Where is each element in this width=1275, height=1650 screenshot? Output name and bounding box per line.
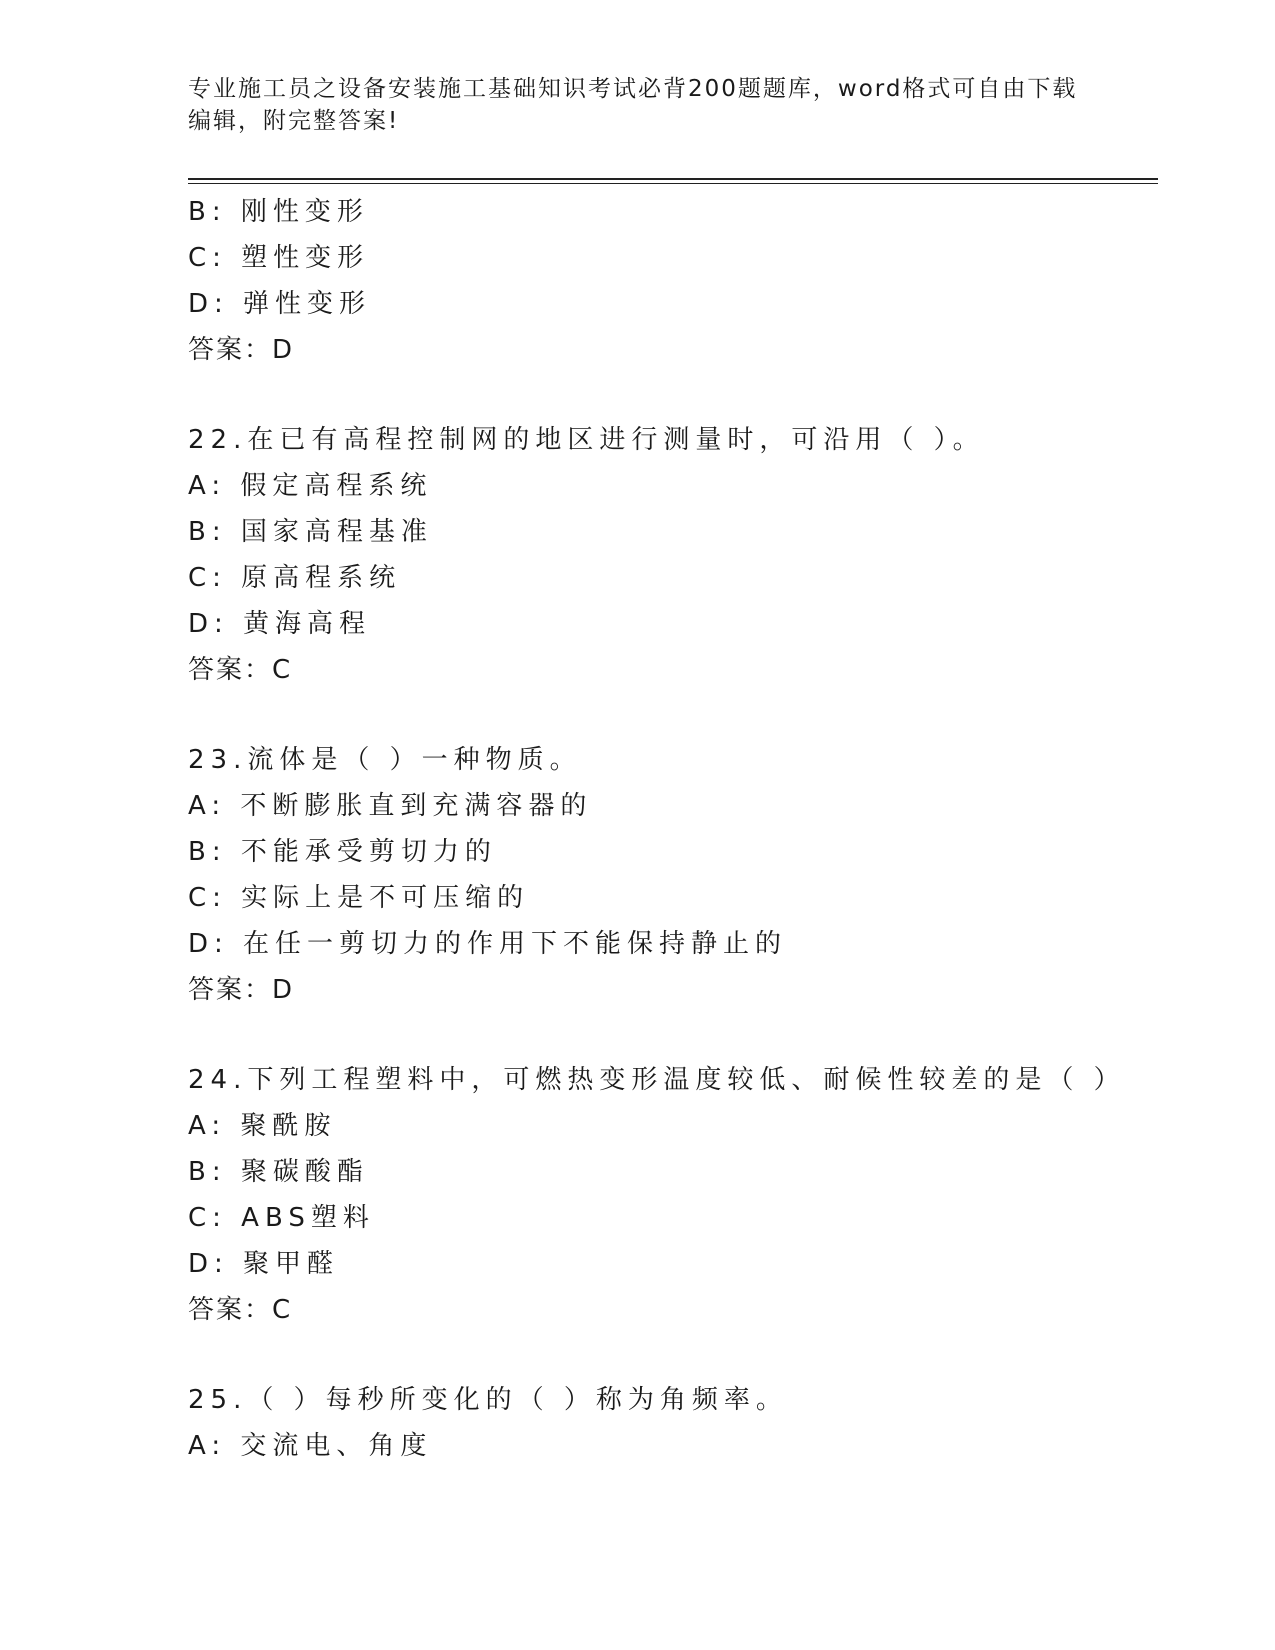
question-text: 22.在已有高程控制网的地区进行测量时，可沿用（ ）。 bbox=[188, 425, 985, 455]
header-title-line-1: 专业施工员之设备安装施工基础知识考试必背200题题库，word格式可自由下载 bbox=[188, 76, 1078, 102]
answer: 答案：D bbox=[188, 975, 295, 1005]
answer: 答案：C bbox=[188, 655, 293, 685]
spacer bbox=[188, 373, 1158, 417]
option-b: B: 国家高程基准 bbox=[188, 517, 433, 547]
option-b: B: 聚碳酸酯 bbox=[188, 1157, 369, 1187]
option-c: C: 实际上是不可压缩的 bbox=[188, 883, 530, 913]
option-a: A: 聚酰胺 bbox=[188, 1111, 337, 1141]
answer: 答案：D bbox=[188, 335, 295, 365]
option-d: D: 弹性变形 bbox=[188, 289, 372, 319]
option-b: B: 刚性变形 bbox=[188, 197, 369, 227]
option-c: C: 原高程系统 bbox=[188, 563, 402, 593]
option-a: A: 交流电、角度 bbox=[188, 1431, 433, 1461]
header-divider-thin bbox=[188, 183, 1158, 184]
question-24 bbox=[188, 1057, 1158, 1333]
question-23 bbox=[188, 737, 1158, 1013]
question-text: 25.（ ）每秒所变化的（ ）称为角频率。 bbox=[188, 1385, 788, 1415]
header-divider-thick bbox=[188, 178, 1158, 180]
question-list bbox=[188, 189, 1158, 1469]
question-22 bbox=[188, 417, 1158, 693]
option-d: D: 聚甲醛 bbox=[188, 1249, 340, 1279]
document-header bbox=[188, 73, 1088, 137]
option-d: D: 黄海高程 bbox=[188, 609, 372, 639]
header-title-line-2: 编辑，附完整答案! bbox=[188, 108, 400, 134]
question-21 bbox=[188, 189, 1158, 373]
question-25 bbox=[188, 1377, 1158, 1469]
question-text: 24.下列工程塑料中，可燃热变形温度较低、耐候性较差的是（ ） bbox=[188, 1065, 1126, 1095]
option-d: D: 在任一剪切力的作用下不能保持静止的 bbox=[188, 929, 788, 959]
spacer bbox=[188, 1013, 1158, 1057]
question-text: 23.流体是（ ）一种物质。 bbox=[188, 745, 582, 775]
option-b: B: 不能承受剪切力的 bbox=[188, 837, 497, 867]
spacer bbox=[188, 1333, 1158, 1377]
option-c: C: ABS塑料 bbox=[188, 1203, 375, 1233]
option-a: A: 假定高程系统 bbox=[188, 471, 433, 501]
option-a: A: 不断膨胀直到充满容器的 bbox=[188, 791, 593, 821]
answer: 答案：C bbox=[188, 1295, 293, 1325]
spacer bbox=[188, 693, 1158, 737]
option-c: C: 塑性变形 bbox=[188, 243, 370, 273]
